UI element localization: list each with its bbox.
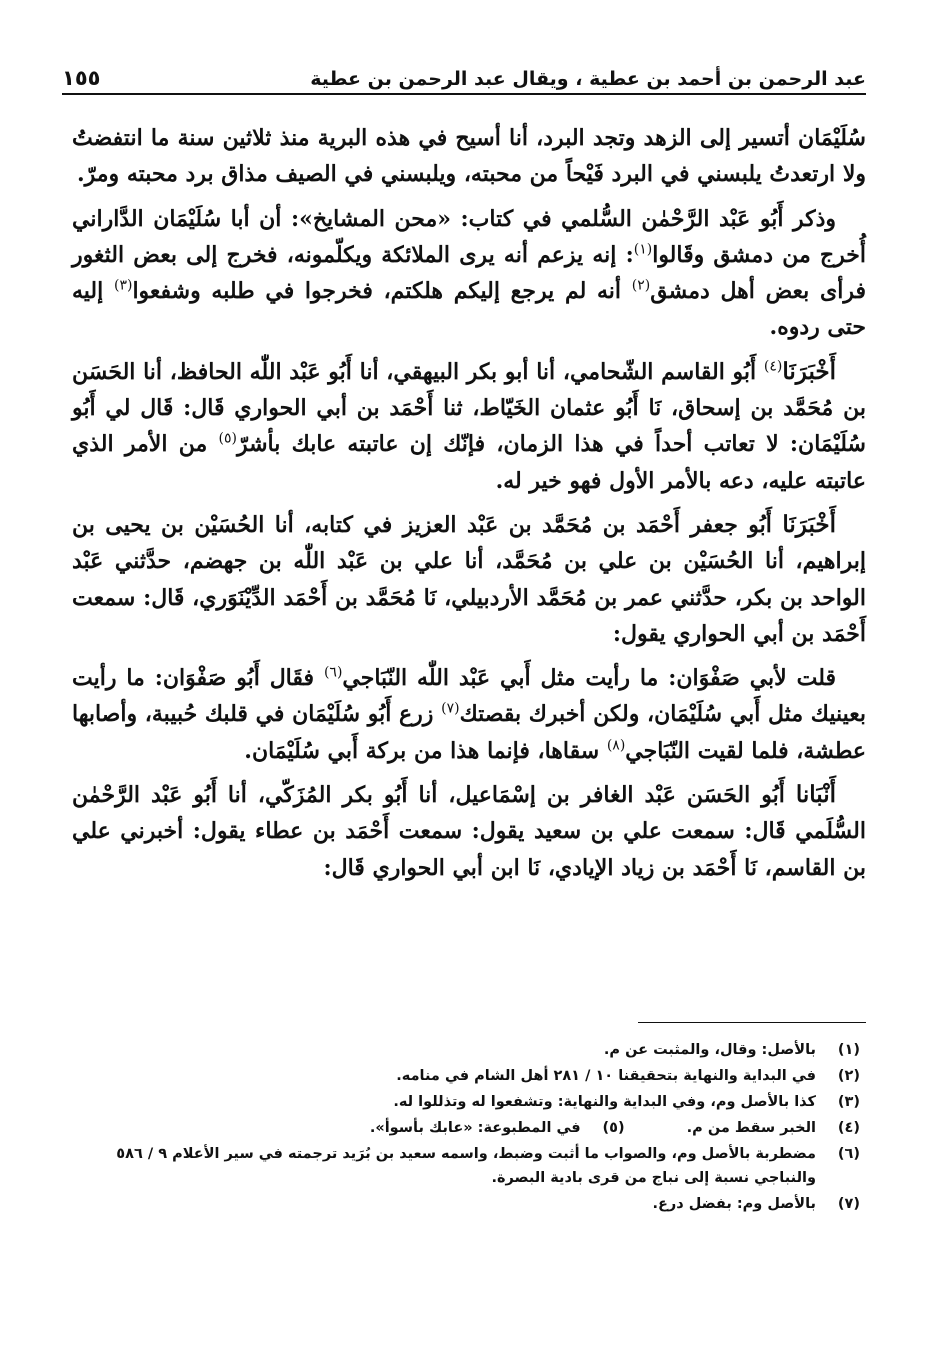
- footnote-marker: (١): [633, 241, 653, 258]
- paragraph-text: أَبُو القاسم الشّحامي، أنا أبو بكر البيهقي، أنا أَبُو عَبْد اللّٰه الحافظ، أنا الحَسَن بن مُحَمَّد بن إسحاق، نَا أَبُو عثمان الخَيّاط، ثنا أَحْمَد بن أبي الحواري قَال: قَال لي أَبُو سُلَيْمَان: لا تعاتب أحداً في هذا الزمان، فإنّك إن عاتبته عابك بأشرّ: [72, 358, 866, 458]
- footnote-number: (٧): [837, 1196, 860, 1212]
- paragraph-text: زرع أَبُو سُلَيْمَان في قلبك حُبيبة، وأصابها عطشة، فلما لقيت النّبَاجي: [72, 701, 866, 764]
- main-text: [72, 120, 866, 894]
- footnote-text: الخبر سقط من م.: [686, 1120, 816, 1136]
- paragraph: [72, 354, 866, 499]
- footnote-number: (١): [837, 1042, 860, 1058]
- isnad-lead-word: أَنْبَانا: [795, 781, 836, 809]
- footnote-1: [62, 1038, 866, 1062]
- footnote-marker: (٦): [323, 664, 343, 681]
- footnote-number: (٥): [602, 1120, 625, 1136]
- paragraph-text: أَبُو الحَسَن عَبْد الغافر بن إسْمَاعيل، أنا أَبُو بكر المُزَكّي، أنا أَبُو عَبْد الرَّحْمٰن السُّلَمي قَال: سمعت علي بن سعيد يقول: سمعت أَحْمَد بن عطاء يقول: أخبرني علي بن القاسم، نَا أَحْمَد بن زياد الإيادي، نَا ابن أبي الحواري قَال:: [72, 782, 866, 881]
- footnote-number: (٢): [837, 1068, 860, 1084]
- paragraph-text: سقاها، فإنما هذا من بركة أَبي سُلَيْمَان.: [244, 737, 607, 764]
- footnote-text: في البداية والنهاية بتحقيقنا ١٠ / ٢٨١ أهل الشام في منامه.: [396, 1068, 816, 1084]
- footnote-marker: (٨): [606, 737, 626, 754]
- paragraph-text: قلت لأبي صَفْوَان: ما رأيت مثل أَبي عَبْد اللّٰه النّبَاجي: [342, 665, 836, 692]
- paragraph: [72, 660, 866, 769]
- footnote-marker: (٣): [113, 277, 133, 294]
- isnad-lead-word: أَخْبَرَنَا: [782, 357, 836, 385]
- paragraph-text: سُلَيْمَان أتسير إلى الزهد وتجد البرد، أنا أسيح في هذه البرية منذ ثلاثين سنة ما انتفضتُ ولا ارتعدتُ يلبسني في البرد فَيْحاً من محبته، ويلبسني في الصيف مذاق برد محبته ومرّ.: [72, 125, 866, 188]
- isnad-lead-word: أَخْبَرَنَا: [782, 510, 836, 538]
- header-rule: [62, 93, 866, 95]
- paragraph: [72, 507, 866, 652]
- footnote-4-5: [62, 1116, 866, 1140]
- paragraph: [72, 120, 866, 193]
- footnote-2: [62, 1064, 866, 1088]
- footnote-text: كذا بالأصل وم، وفي البداية والنهاية: وتشفعوا له وتذللوا له.: [393, 1094, 816, 1110]
- running-title: عبد الرحمن بن أحمد بن عطية ، ويقال عبد الرحمن بن عطية: [310, 68, 866, 90]
- paragraph: [72, 201, 866, 346]
- footnote-text: في المطبوعة: «عابك بأسوأ».: [369, 1120, 581, 1136]
- paragraph-text: : إنه يزعم أنه يرى الملائكة ويكلّمونه، فخرج إلى بعض الثغور فرأى بعض أهل دمشق: [72, 241, 866, 305]
- paragraph-text: فقَال أَبُو صَفْوَان: ما رأيت بعينيك مثل أَبي سُلَيْمَان، ولكن أخبرك بقصتك: [72, 665, 866, 728]
- footnote-separator: [638, 1022, 866, 1023]
- running-header: [62, 56, 866, 90]
- footnote-marker: (٢): [631, 277, 651, 294]
- footnote-text: بالأصل وم: بفضل درع.: [652, 1196, 816, 1212]
- footnote-text: مضطربة بالأصل وم، والصواب ما أثبت وضبط، واسمه سعيد بن بُرَيد ترجمته في سير الأعلام ٩ / ٥٨٦ والنباجي نسبة إلى نباج من قرى بادية البصرة.: [116, 1146, 816, 1186]
- paragraph: [72, 777, 866, 886]
- footnote-number: (٦): [837, 1146, 860, 1162]
- paragraph-text: أنه لم يرجع إليكم هلكتم، فخرجوا في طلبه وشفعوا: [132, 278, 632, 305]
- footnotes: [62, 1038, 866, 1218]
- page-number: ١٥٥: [62, 66, 101, 90]
- footnote-marker: (٧): [441, 701, 460, 718]
- footnote-marker: (٤): [763, 358, 783, 375]
- footnote-text: بالأصل: وقال، والمثبت عن م.: [603, 1042, 816, 1058]
- paragraph-text: وذكر أَبُو عَبْد الرَّحْمٰن السُّلمي في كتاب: «محن المشايخ»: أن أبا سُلَيْمَان الدَّاراني أُخرج من دمشق وقَالوا: [72, 205, 866, 268]
- footnote-marker: (٥): [218, 431, 237, 448]
- footnote-6: [62, 1142, 866, 1190]
- footnote-number: (٤): [837, 1120, 860, 1136]
- footnote-number: (٣): [837, 1094, 860, 1110]
- footnote-7: [62, 1192, 866, 1216]
- footnote-3: [62, 1090, 866, 1114]
- paragraph-text: أَبُو جعفر أَحْمَد بن مُحَمَّد بن عَبْد العزيز في كتابه، أنا الحُسَيْن بن يحيى بن إبراهيم، أنا الحُسَيْن بن علي بن مُحَمَّد، أنا علي بن عَبْد اللّٰه بن جهضم، حدَّثني عَبْد الواحد بن بكر، حدَّثني عمر بن مُحَمَّد الأردبيلي، نَا مُحَمَّد بن أَحْمَد الدِّيْنَوَري، قَال: سمعت أَحْمَد بن أبي الحواري يقول:: [72, 511, 866, 647]
- paragraph-text: إليه حتى ردوه.: [72, 278, 866, 341]
- paragraph-text: من الأمر الذي عاتبته عليه، دعه بالأمر الأول فهو خير له.: [72, 431, 866, 494]
